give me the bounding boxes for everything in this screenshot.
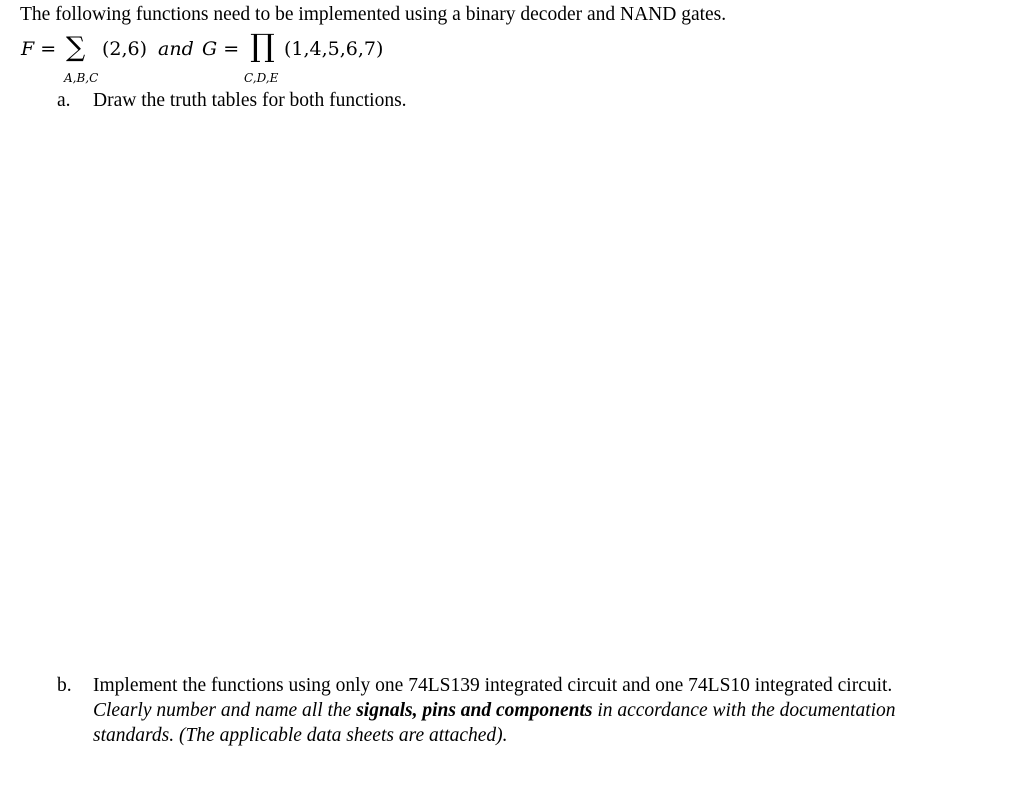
part-a-text: Draw the truth tables for both functions. — [93, 90, 407, 111]
part-b-line2 — [93, 700, 896, 722]
intro-text: The following functions need to be implemented using a binary decoder and NAND gates. — [20, 4, 727, 25]
sum-symbol: ∑ — [66, 32, 86, 63]
prod-subscript: C,D,E — [244, 71, 279, 85]
and-word: and — [158, 38, 194, 60]
part-b-line1: Implement the functions using only one 74LS139 integrated circuit and one 74LS10 integrated circuit. — [93, 675, 893, 696]
sum-terms: (2,6) — [102, 38, 148, 60]
part-b-line3: standards. (The applicable data sheets are attached). — [93, 725, 508, 746]
equation — [0, 30, 1024, 88]
prod-symbol: ∏ — [250, 28, 275, 64]
sum-subscript: A,B,C — [64, 71, 99, 85]
g-lhs: G = — [202, 38, 240, 60]
part-b-line2-bold: signals, pins and components — [356, 700, 593, 721]
f-lhs: F = — [21, 38, 57, 60]
part-a-label: a. — [57, 90, 71, 111]
prod-terms: (1,4,5,6,7) — [284, 38, 384, 60]
part-b-label: b. — [57, 675, 72, 696]
part-b-line2-post: in accordance with the documentation — [597, 700, 896, 721]
part-b-line2-pre: Clearly number and name all the — [93, 700, 352, 721]
